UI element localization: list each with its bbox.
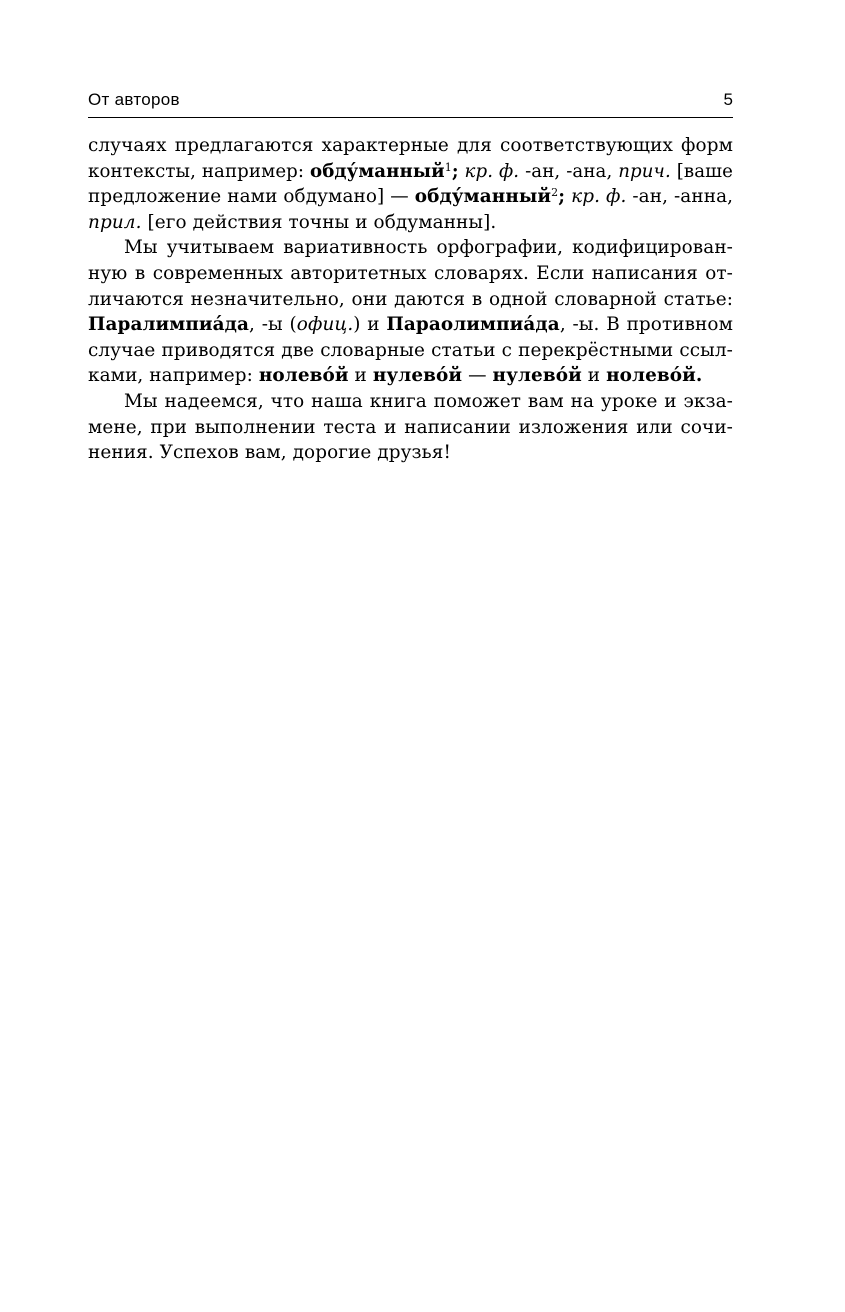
paragraph-variants (88, 235, 733, 389)
text-run: нения. Успехов вам, дорогие друзья! (88, 442, 451, 464)
text-run: , -ы. В противном (559, 314, 733, 336)
text-run: и (348, 365, 373, 387)
text-run: -ан, -анна, (626, 186, 734, 208)
section-title: От авторов (88, 90, 180, 109)
headword: нолево́й. (606, 365, 703, 387)
grammar-label: кр. ф. (565, 186, 627, 208)
text-line (88, 440, 733, 466)
text-line (88, 159, 733, 185)
headword: Параолимпиа́да (386, 314, 560, 336)
text-run: и (581, 365, 607, 387)
headword: Паралимпиа́да (88, 314, 250, 336)
text-run: личаются незначительно, они даются в одной словарной статье: (88, 288, 733, 310)
text-run: , -ы ( (249, 314, 297, 336)
text-line (88, 363, 733, 389)
book-page (88, 88, 733, 466)
text-run: ; (558, 186, 566, 208)
running-header (88, 88, 733, 118)
text-line (88, 312, 733, 338)
text-run: случаях предлагаются характерные для соответствующих форм (88, 135, 733, 156)
page-number: 5 (723, 90, 733, 109)
text-run: ками, например: (88, 365, 259, 387)
paragraph-closing (88, 389, 733, 466)
text-line (88, 133, 733, 159)
text-run: мене, при выполнении теста и написании изложения или сочи- (88, 416, 733, 438)
text-run: -ан, -ана, (519, 160, 619, 182)
text-run: ) и (353, 314, 387, 336)
homonym-index: 1 (444, 160, 452, 174)
headword: обду́манный (310, 160, 445, 182)
text-line (88, 210, 733, 236)
text-run: предложение нами обдумано] — (88, 186, 415, 208)
headword: обду́манный (414, 186, 552, 208)
text-run: ную в современных авторитетных словарях. Если написания от- (88, 262, 733, 284)
text-run: случае приводятся две словарные статьи с перекрёстными ссыл- (88, 339, 733, 361)
text-line (88, 338, 733, 364)
grammar-label: кр. ф. (458, 160, 520, 182)
text-run: Мы надеемся, что наша книга поможет вам на уроке и экза- (124, 390, 733, 412)
text-run: [ваше (670, 160, 733, 182)
usage-label: офиц. (296, 314, 354, 336)
grammar-label: прич. (618, 160, 671, 182)
headword: нулево́й (372, 365, 463, 387)
text-run: контексты, например: (88, 160, 310, 182)
text-line (88, 235, 733, 261)
text-line (88, 184, 733, 210)
text-line (88, 415, 733, 441)
text-run: ; (451, 160, 459, 182)
text-line (88, 287, 733, 313)
text-run: [его действия точны и обдуманны]. (141, 211, 497, 233)
text-line (88, 389, 733, 415)
text-run: Мы учитываем вариативность орфографии, кодифицирован- (124, 237, 733, 259)
headword: нулево́й (492, 365, 582, 387)
grammar-label: прил. (88, 211, 142, 233)
text-line (88, 261, 733, 287)
homonym-index: 2 (551, 186, 559, 200)
body-text (88, 133, 733, 466)
paragraph-examples (88, 133, 733, 235)
headword: нолево́й (258, 365, 349, 387)
text-run: — (462, 365, 493, 387)
